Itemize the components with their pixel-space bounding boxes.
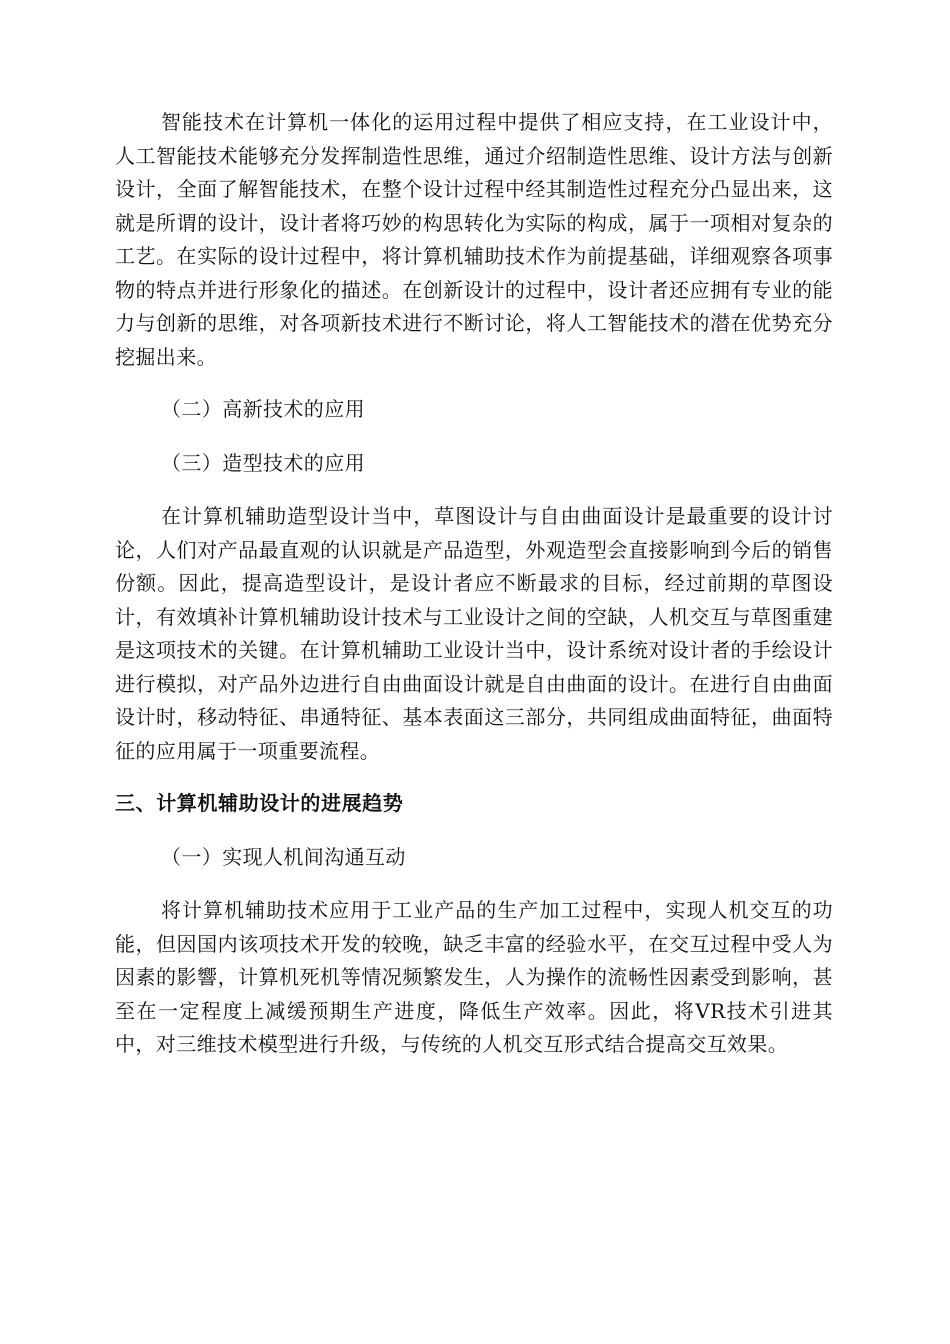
subheading-modeling-technology-application: （三）造型技术的应用 (161, 450, 365, 475)
document-page (115, 106, 833, 1062)
subheading-human-computer-interaction: （一）实现人机间沟通互动 (161, 844, 406, 869)
paragraph-intelligent-technology: 智能技术在计算机一体化的运用过程中提供了相应支持，在工业设计中，人工智能技术能够充分发挥制造性思维，通过介绍制造性思维、设计方法与创新设计，全面了解智能技术，在整个设计过程中经其制造性过程充分凸显出来，这就是所谓的设计，设计者将巧妙的构思转化为实际的构成，属于一项相对复杂的工艺。在实际的设计过程中，将计算机辅助技术作为前提基础，详细观察各项事物的特点并进行形象化的描述。在创新设计的过程中，设计者还应拥有专业的能力与创新的思维，对各项新技术进行不断讨论，将人工智能技术的潜在优势充分挖掘出来。 (115, 110, 833, 369)
paragraph-modeling-design: 在计算机辅助造型设计当中，草图设计与自由曲面设计是最重要的设计讨论，人们对产品最直观的认识就是产品造型，外观造型会直接影响到今后的销售份额。因此，提高造型设计，是设计者应不断最求的目标，经过前期的草图设计，有效填补计算机辅助设计技术与工业设计之间的空缺，人机交互与草图重建是这项技术的关键。在计算机辅助工业设计当中，设计系统对设计者的手绘设计进行模拟，对产品外边进行自由曲面设计就是自由曲面的设计。在进行自由曲面设计时，移动特征、串通特征、基本表面这三部分，共同组成曲面特征，曲面特征的应用属于一项重要流程。 (115, 504, 833, 763)
subheading-high-tech-application: （二）高新技术的应用 (161, 397, 365, 421)
section-heading-cad-trends: 三、计算机辅助设计的进展趋势 (115, 791, 404, 815)
paragraph-human-computer-interaction: 将计算机辅助技术应用于工业产品的生产加工过程中，实现人机交互的功能，但因国内该项技术开发的较晚，缺乏丰富的经验水平，在交互过程中受人为因素的影響，计算机死机等情况频繁发生，人为操作的流畅性因素受到影响，甚至在一定程度上减缓预期生产进度，降低生产效率。因此，将VR技术引进其中，对三维技术模型进行升级，与传统的人机交互形式结合提高交互效果。 (115, 898, 833, 1056)
